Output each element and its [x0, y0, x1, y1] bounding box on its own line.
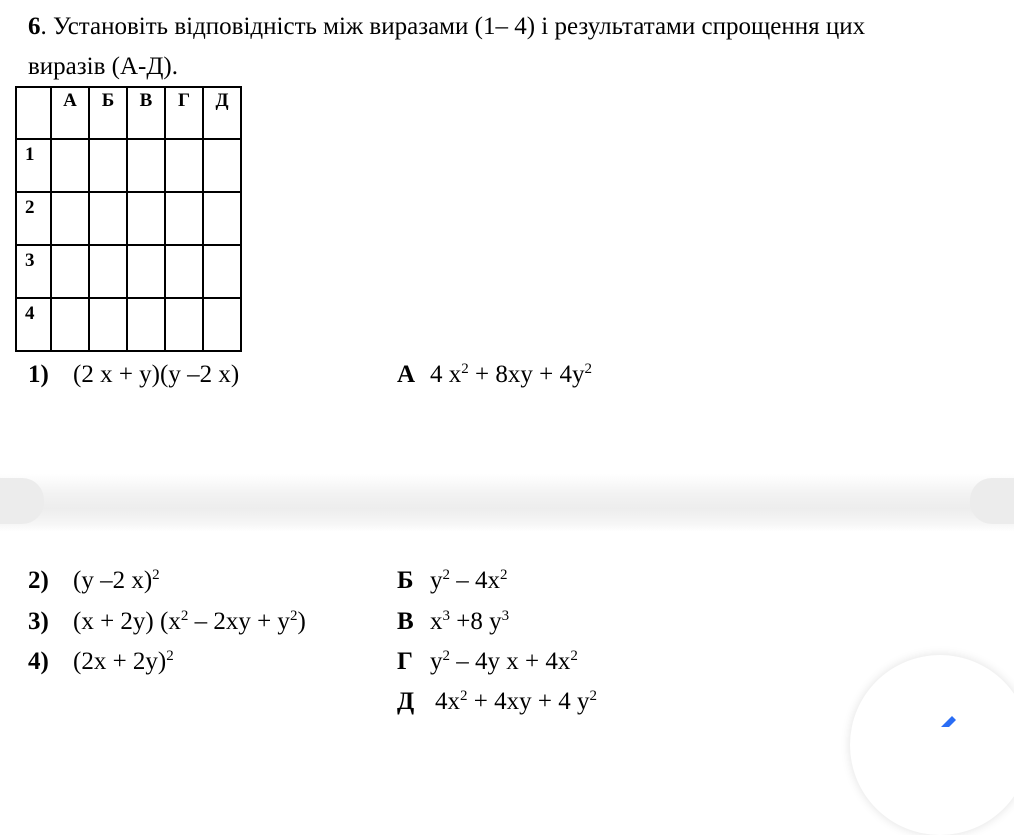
grid-cell[interactable] — [89, 245, 127, 298]
grid-header-a: А — [51, 87, 89, 139]
expression-label: 1) — [28, 361, 49, 388]
task-statement-line2: виразів (А-Д). — [28, 53, 178, 80]
result-label: В — [397, 608, 414, 635]
grid-cell[interactable] — [127, 139, 165, 192]
grid-row-4 — [16, 298, 241, 351]
grid-cell[interactable] — [203, 192, 241, 245]
grid-cell[interactable] — [127, 192, 165, 245]
expression-3: 3) (x + 2y) $(x^2 - 2xy + y^2)$ — [28, 608, 306, 635]
grid-cell[interactable] — [165, 245, 203, 298]
grid-cell[interactable] — [51, 139, 89, 192]
grid-header-d: Д — [203, 87, 241, 139]
page-break-band — [0, 474, 1014, 532]
result-b: Б $y^2 - 4x^2$ — [397, 567, 508, 594]
grid-cell[interactable] — [165, 298, 203, 351]
result-a: А 4 $x^2 + 8xy + 4y^2$ — [397, 361, 592, 388]
grid-corner-cell — [16, 87, 51, 139]
pencil-icon-shape — [936, 716, 956, 727]
grid-row-2 — [16, 192, 241, 245]
grid-cell[interactable] — [51, 245, 89, 298]
edit-fab-button[interactable] — [850, 655, 1014, 835]
expression-2: 2) (y –2 x)$^2$ — [28, 567, 160, 594]
grid-cell[interactable] — [127, 245, 165, 298]
grid-cell[interactable] — [89, 192, 127, 245]
result-label: Б — [397, 567, 414, 594]
grid-row-1 — [16, 139, 241, 192]
answer-grid — [15, 86, 242, 352]
grid-row-label: 4 — [16, 298, 51, 351]
grid-row-3 — [16, 245, 241, 298]
grid-cell[interactable] — [89, 139, 127, 192]
expression-label: 4) — [28, 648, 49, 675]
expression-1 — [28, 360, 239, 390]
grid-cell[interactable] — [165, 192, 203, 245]
task-instruction: . Установіть відповідність між виразами (1– 4) і результатами спрощення цих — [40, 13, 866, 40]
expression-label: 3) — [28, 608, 49, 635]
band-right-tab — [970, 478, 1014, 524]
grid-cell[interactable] — [165, 139, 203, 192]
grid-cell[interactable] — [203, 245, 241, 298]
pencil-icon — [932, 710, 962, 727]
grid-cell[interactable] — [203, 298, 241, 351]
grid-cell[interactable] — [127, 298, 165, 351]
grid-cell[interactable] — [203, 139, 241, 192]
result-v: В $x^3 +8$ $y^3$ — [397, 608, 510, 635]
grid-cell[interactable] — [89, 298, 127, 351]
expression-label: 2) — [28, 567, 49, 594]
grid-row-label: 1 — [16, 139, 51, 192]
result-label: А — [397, 361, 416, 388]
grid-cell[interactable] — [51, 192, 89, 245]
expression-4: 4) $(2x + 2y)^2$ — [28, 648, 174, 675]
result-label: Д — [397, 688, 415, 715]
grid-header-b: Б — [89, 87, 127, 139]
result-g: Г $y^2 - 4y$ $x + 4x^2$ — [397, 648, 578, 675]
grid-row-label: 3 — [16, 245, 51, 298]
result-d: Д $4x^2 + 4xy + 4$ $y^2$ — [397, 688, 597, 715]
band-left-tab — [0, 478, 44, 524]
task-statement-line1 — [28, 12, 865, 42]
grid-header-g: Г — [165, 87, 203, 139]
expression-text: (2 x + y)(y –2 x) — [73, 361, 240, 388]
grid-row-label: 2 — [16, 192, 51, 245]
grid-header-v: В — [127, 87, 165, 139]
grid-cell[interactable] — [51, 298, 89, 351]
result-label: Г — [397, 648, 413, 675]
task-number: 6 — [28, 13, 41, 40]
